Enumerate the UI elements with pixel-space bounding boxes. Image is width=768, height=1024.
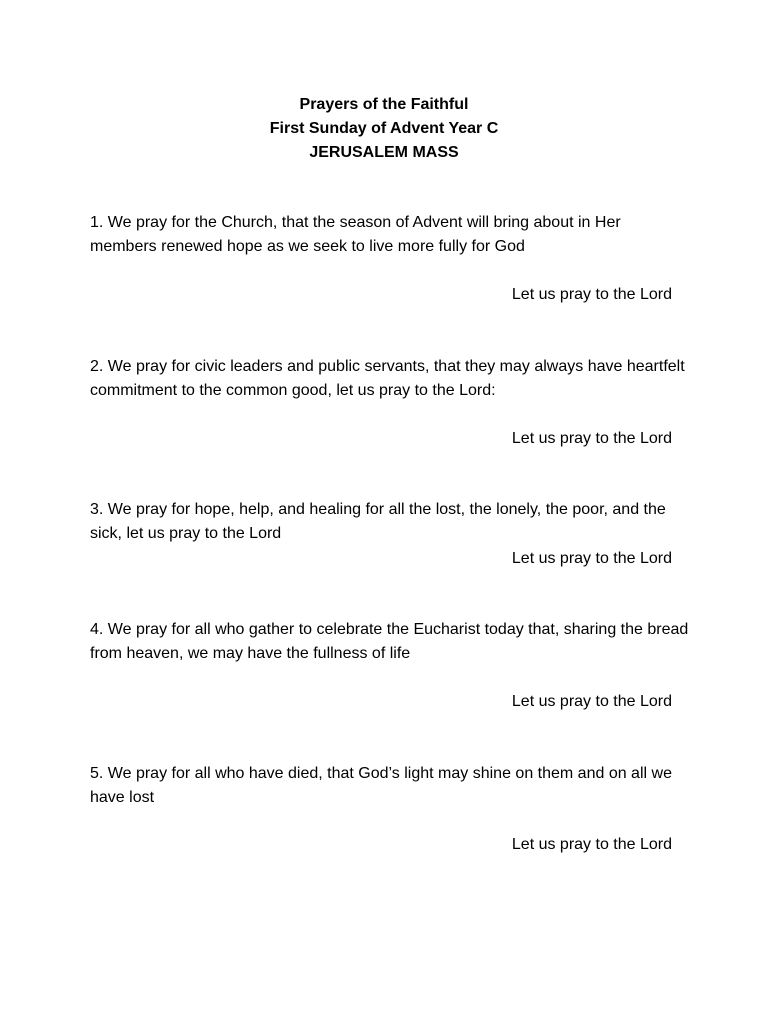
prayer-5 — [90, 762, 690, 810]
prayer-1 — [90, 211, 690, 259]
prayer-5-text: 5. We pray for all who have died, that God’s light may shine on them and on all we have lost — [90, 765, 672, 806]
prayer-4-response: Let us pray to the Lord — [511, 693, 672, 710]
prayer-3 — [90, 498, 690, 546]
page-title: Prayers of the Faithful — [299, 96, 469, 113]
prayer-1-text: 1. We pray for the Church, that the season of Advent will bring about in Her members renewed hope as we seek to live more fully for God — [90, 214, 621, 255]
page-subtitle: First Sunday of Advent Year C — [269, 120, 499, 137]
prayer-4 — [90, 618, 690, 666]
prayer-4-text: 4. We pray for all who gather to celebrate the Eucharist today that, sharing the bread from heaven, we may have the fullness of life — [90, 621, 689, 662]
prayer-1-response: Let us pray to the Lord — [511, 286, 672, 303]
document-header — [0, 93, 768, 165]
prayer-3-response: Let us pray to the Lord — [511, 550, 672, 567]
prayer-2-response: Let us pray to the Lord — [511, 430, 672, 447]
prayer-3-text: 3. We pray for hope, help, and healing for all the lost, the lonely, the poor, and the sick, let us pray to the Lord — [90, 501, 666, 542]
prayer-5-response: Let us pray to the Lord — [511, 836, 672, 853]
prayer-2 — [90, 355, 690, 403]
mass-name: JERUSALEM MASS — [309, 144, 459, 161]
prayer-2-text: 2. We pray for civic leaders and public servants, that they may always have heartfelt commitment to the common good, let us pray to the Lord: — [90, 358, 685, 399]
